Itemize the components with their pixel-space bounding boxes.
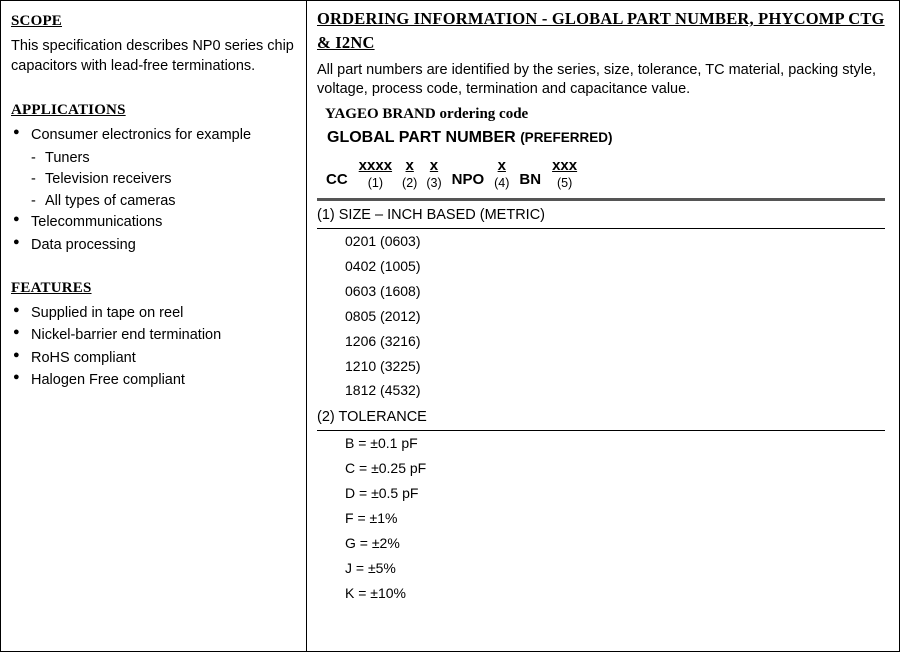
list-item: ● Consumer electronics for example bbox=[11, 126, 294, 145]
list-item: 0201 (0603) bbox=[345, 232, 421, 249]
list-item: 1210 (3225) bbox=[345, 357, 421, 374]
list-item: 0402 (1005) bbox=[345, 257, 421, 274]
code-cell bbox=[551, 157, 578, 190]
group-heading-size: (1) SIZE – INCH BASED (METRIC) bbox=[317, 206, 545, 223]
divider-thick bbox=[317, 198, 885, 201]
code-cell bbox=[494, 157, 509, 190]
code-cell bbox=[451, 171, 486, 190]
code-token: CC bbox=[326, 170, 348, 188]
list-item: F = ±1% bbox=[345, 510, 398, 527]
list-item: 0805 (2012) bbox=[345, 307, 421, 324]
global-part-number-heading bbox=[327, 129, 885, 147]
yageo-brand-line: YAGEO BRAND ordering code bbox=[325, 105, 529, 122]
code-token: x bbox=[497, 156, 506, 174]
list-item: - Television receivers bbox=[11, 170, 294, 189]
code-token: x bbox=[429, 156, 439, 174]
code-cell bbox=[426, 157, 441, 190]
list-item: C = ±0.25 pF bbox=[345, 460, 427, 477]
ordering-information-title: ORDERING INFORMATION - GLOBAL PART NUMBER, PHYCOMP CTG & I2NC bbox=[317, 9, 885, 52]
list-item: - All types of cameras bbox=[11, 192, 294, 211]
right-column bbox=[307, 1, 899, 651]
code-index: (3) bbox=[426, 175, 442, 190]
list-item: ● Nickel-barrier end termination bbox=[11, 326, 294, 345]
list-item: B = ±0.1 pF bbox=[345, 435, 418, 452]
code-index: (4) bbox=[494, 175, 510, 190]
list-item: - Tuners bbox=[11, 149, 294, 168]
code-token: x bbox=[405, 156, 414, 174]
spacer bbox=[11, 258, 294, 276]
features-heading: FEATURES bbox=[11, 279, 92, 296]
code-index: (1) bbox=[367, 175, 383, 190]
list-item: ● RoHS compliant bbox=[11, 349, 294, 368]
code-cell bbox=[402, 157, 417, 190]
scope-heading: SCOPE bbox=[11, 13, 63, 29]
list-item: 1206 (3216) bbox=[345, 332, 421, 349]
applications-list bbox=[11, 126, 294, 255]
left-column bbox=[1, 1, 307, 651]
size-options-list bbox=[317, 229, 885, 403]
list-item: 0603 (1608) bbox=[345, 282, 421, 299]
code-token: xxxx bbox=[358, 156, 393, 174]
group-heading-tolerance: (2) TOLERANCE bbox=[317, 409, 427, 426]
part-number-code-row bbox=[317, 157, 885, 190]
code-token: NPO bbox=[451, 170, 485, 188]
code-cell bbox=[518, 171, 542, 190]
tolerance-options-list bbox=[317, 431, 885, 605]
code-index: (5) bbox=[556, 175, 573, 190]
list-item: ● Halogen Free compliant bbox=[11, 371, 294, 390]
code-cell bbox=[325, 171, 349, 190]
code-token: xxx bbox=[552, 156, 578, 174]
code-token: BN bbox=[519, 170, 542, 188]
list-item: ● Supplied in tape on reel bbox=[11, 304, 294, 323]
features-list bbox=[11, 304, 294, 391]
spacer bbox=[11, 80, 294, 98]
ordering-intro-text: All part numbers are identified by the series, size, tolerance, TC material, packing style, voltage, process code, termination and capacitance value. bbox=[317, 61, 877, 98]
global-part-number-label: GLOBAL PART NUMBER bbox=[327, 128, 516, 146]
applications-heading: APPLICATIONS bbox=[11, 102, 126, 119]
list-item: K = ±10% bbox=[345, 584, 406, 601]
list-item: G = ±2% bbox=[345, 534, 400, 551]
global-part-number-suffix: (PREFERRED) bbox=[520, 129, 613, 145]
list-item: ● Telecommunications bbox=[11, 213, 294, 232]
list-item: J = ±5% bbox=[345, 559, 396, 576]
scope-text: This specification describes NP0 series chip capacitors with lead-free terminations. bbox=[11, 38, 294, 74]
code-index: (2) bbox=[402, 175, 418, 190]
list-item: D = ±0.5 pF bbox=[345, 485, 419, 502]
list-item: ● Data processing bbox=[11, 236, 294, 255]
code-cell bbox=[358, 157, 393, 190]
list-item: 1812 (4532) bbox=[345, 382, 421, 399]
